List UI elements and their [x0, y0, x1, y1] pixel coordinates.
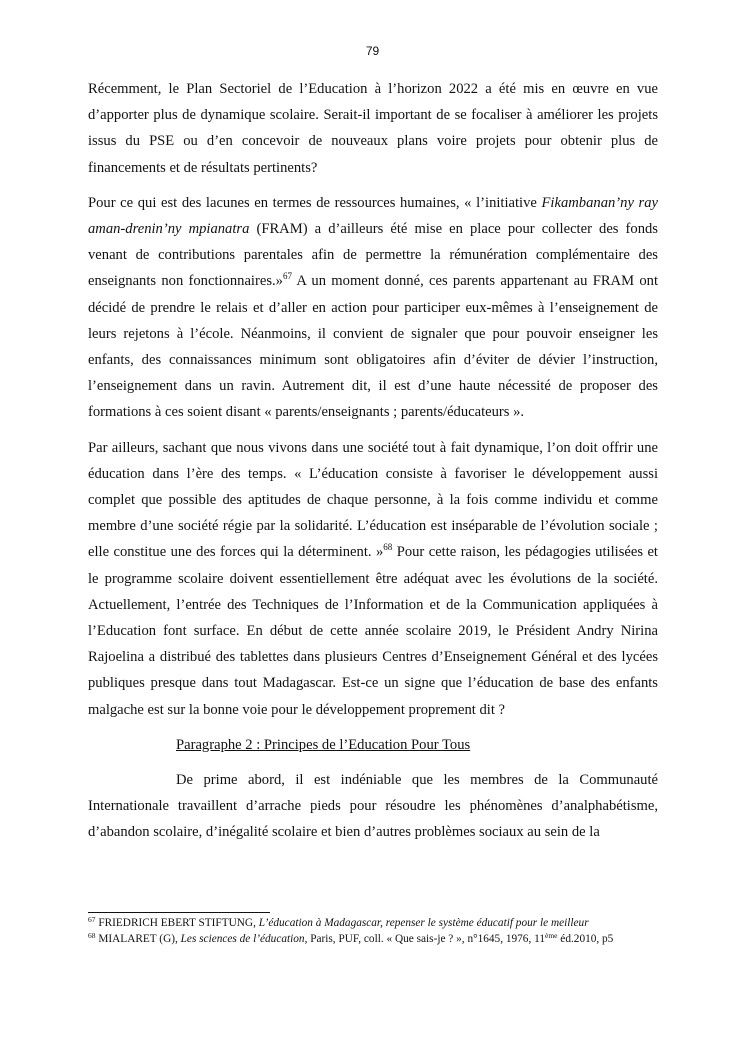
paragraph-2-text-c: (FRAM) a d’ailleurs été mise en place pour collecter des fonds venant de contributions parentales afin de permettre la rémunération complémentaire des enseignants non fonctionnaires.»	[88, 221, 658, 290]
footnote-title: Les sciences de l’éducation	[180, 932, 305, 945]
footnote-separator	[88, 912, 270, 913]
footnote-67	[88, 916, 658, 932]
footnote-edition: éd.2010, p5	[557, 932, 614, 945]
footnotes	[88, 916, 658, 947]
paragraph-2-text-a: Pour ce qui est des lacunes en termes de ressources humaines, « l’initiative	[88, 194, 542, 211]
paragraph-3-text-a: Par ailleurs, sachant que nous vivons dans une société tout à fait dynamique, l’on doit offrir une éducation dans l’ère des temps. « L’éducation consiste à favoriser le développement aussi complet que possible des aptitudes de chaque personne, à la fois comme individu et comme membre d’une société régie par la solidarité. L’éducation est inséparable de l’évolution sociale ; elle constitue une des forces qui la déterminent. »	[88, 439, 658, 561]
paragraph-4: De prime abord, il est indéniable que les membres de la Communauté Internationale travaillent d’arrache pieds pour résoudre les phénomènes d’analphabétisme, d’abandon scolaire, d’inégalité scolaire et bien d’autres problèmes sociaux au sein de la	[88, 772, 658, 841]
footnote-68	[88, 932, 658, 948]
footnote-edition-sup: ème	[544, 930, 558, 940]
footnote-ref-67: 67	[282, 271, 292, 282]
page-body	[88, 76, 658, 855]
footnote-number: 68	[88, 930, 96, 940]
fram-term-italic: Fikambanan’ny ray aman-drenin’ny mpianatra	[88, 194, 658, 238]
paragraph-3	[88, 435, 658, 723]
paragraph-2	[88, 190, 658, 426]
page-number: 79	[365, 44, 380, 58]
footnote-number: 67	[88, 915, 96, 924]
footnote-title: L’éducation à Madagascar, repenser le système éducatif pour le meilleur	[258, 917, 589, 929]
footnote-publication: , Paris, PUF, coll. « Que sais-je ? », n°1645, 1976, 11	[304, 932, 545, 945]
footnote-author: MIALARET (G),	[95, 932, 181, 945]
paragraph-3-text-b: Pour cette raison, les pédagogies utilisées et le programme scolaire doivent essentiellement être adéquat avec les évolutions de la société. Actuellement, l’entrée des Techniques de l’Information et de la Communication appliquées à l’Education font surface. En début de cette année scolaire 2019, le Président Andry Nirina Rajoelina a distribué des tablettes dans plusieurs Centres d’Enseignement Général et des lycées publiques presque dans tout Madagascar. Est-ce un signe que l’éducation de base des enfants malgache est sur la bonne voie pour le développement proprement dit ?	[88, 544, 658, 718]
footnote-author: FRIEDRICH EBERT STIFTUNG,	[95, 917, 259, 929]
section-heading: Paragraphe 2 : Principes de l’Education Pour Tous	[176, 736, 471, 753]
paragraph-2-text-d: A un moment donné, ces parents appartenant au FRAM ont décidé de prendre le relais et d’aller en action pour participer eux-mêmes à l’enseignement de leurs rejetons à l’école. Néanmoins, il convient de signaler que pour pouvoir enseigner les enfants, des connaissances minimum sont obligatoires afin d’éviter de dévier l’instruction, l’enseignement dans un ravin. Autrement dit, il est d’une haute nécessité de proposer des formations à ces soient disant « parents/enseignants ; parents/éducateurs ».	[88, 273, 658, 421]
paragraph-1: Récemment, le Plan Sectoriel de l’Education à l’horizon 2022 a été mis en œuvre en vue d’apporter plus de dynamique scolaire. Serait-il important de se focaliser à améliorer les projets issus du PSE ou d’en concevoir de nouveaux plans voire projets pour obtenir plus de financements et de résultats pertinents?	[88, 81, 658, 176]
footnote-ref-68: 68	[383, 542, 393, 553]
